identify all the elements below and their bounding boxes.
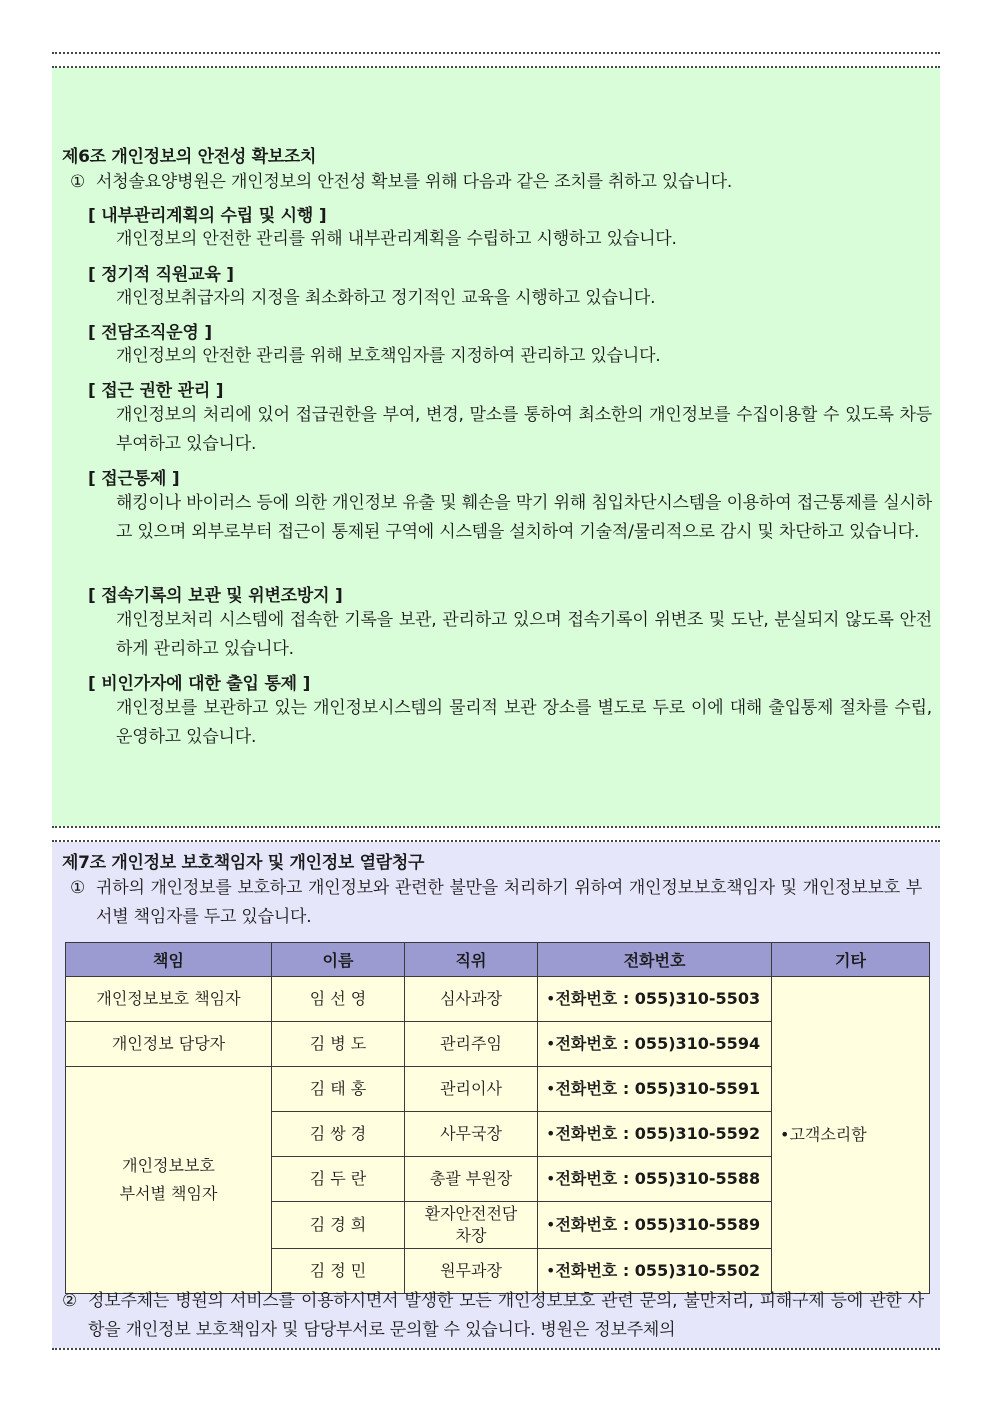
article-6-intro-text: 서청솔요양병원은 개인정보의 안전성 확보를 위해 다음과 같은 조치를 취하고 있습니다. bbox=[96, 172, 733, 192]
name-cell: 김 쌍 경 bbox=[272, 1112, 405, 1157]
phone-cell: •전화번호 : 055)310-5592 bbox=[538, 1112, 772, 1157]
position-cell: 심사과장 bbox=[405, 977, 538, 1022]
phone-cell: •전화번호 : 055)310-5502 bbox=[538, 1249, 772, 1294]
article-7-paragraph-1-text: 귀하의 개인정보를 보호하고 개인정보와 관련한 불만을 처리하기 위하여 개인정보보호책임자 및 개인정보보호 부서별 책임자를 두고 있습니다. bbox=[96, 878, 922, 927]
customer-voice-box-label: 고객소리함 bbox=[789, 1125, 867, 1144]
position-cell: 사무국장 bbox=[405, 1112, 538, 1157]
measure-heading: [ 접속기록의 보관 및 위변조방지 ] bbox=[88, 586, 343, 606]
article-6-intro bbox=[70, 168, 930, 197]
measure-text: 개인정보처리 시스템에 접속한 기록을 보관, 관리하고 있으며 접속기록이 위변조 및 도난, 분실되지 않도록 안전하게 관리하고 있습니다. bbox=[116, 610, 932, 659]
article-7-title: 제7조 개인정보 보호책임자 및 개인정보 열람청구 bbox=[62, 853, 425, 873]
article-7-paragraph-2-text: 정보주체는 병원의 서비스를 이용하시면서 발생한 모든 개인정보보호 관련 문의, 불만처리, 피해구제 등에 관한 사항을 개인정보 보호책임자 및 담당부서로 문의할 수 있습니다. 병원은 정보주체의 bbox=[88, 1291, 924, 1340]
position-cell: 관리주임 bbox=[405, 1022, 538, 1067]
position-cell: 총괄 부원장 bbox=[405, 1157, 538, 1202]
column-header: 전화번호 bbox=[538, 943, 772, 977]
name-cell: 김 태 홍 bbox=[272, 1067, 405, 1112]
measure-text: 해킹이나 바이러스 등에 의한 개인정보 유출 및 훼손을 막기 위해 침입차단시스템을 이용하여 접근통제를 실시하고 있으며 외부로부터 접근이 통제된 구역에 시스템을 설치하여 기술적/물리적으로 감시 및 차단하고 있습니다. bbox=[116, 493, 932, 542]
article-7-paragraph-1 bbox=[70, 874, 922, 932]
role-cell: 개인정보 담당자 bbox=[66, 1022, 272, 1067]
measure-text: 개인정보를 보관하고 있는 개인정보시스템의 물리적 보관 장소를 별도로 두로 이에 대해 출입통제 절차를 수립,운영하고 있습니다. bbox=[116, 698, 932, 747]
column-header: 기타 bbox=[772, 943, 930, 977]
measure-heading: [ 내부관리계획의 수립 및 시행 ] bbox=[88, 206, 327, 226]
phone-cell: •전화번호 : 055)310-5589 bbox=[538, 1202, 772, 1249]
article-7-section bbox=[52, 842, 940, 1348]
bottom-divider bbox=[52, 1348, 940, 1350]
position-cell: 환자안전전담 차장 bbox=[405, 1202, 538, 1249]
measure-text: 개인정보취급자의 지정을 최소화하고 정기적인 교육을 시행하고 있습니다. bbox=[116, 288, 656, 308]
phone-cell: •전화번호 : 055)310-5594 bbox=[538, 1022, 772, 1067]
position-cell: 원무과장 bbox=[405, 1249, 538, 1294]
name-cell: 김 정 민 bbox=[272, 1249, 405, 1294]
mid-divider-1 bbox=[52, 826, 940, 828]
name-cell: 임 선 영 bbox=[272, 977, 405, 1022]
circled-number-1: ① bbox=[70, 878, 86, 898]
article-6-section bbox=[52, 68, 940, 826]
measure-heading: [ 접근통제 ] bbox=[88, 469, 180, 489]
privacy-officers-table bbox=[65, 942, 930, 1294]
phone-cell: •전화번호 : 055)310-5503 bbox=[538, 977, 772, 1022]
measure-heading: [ 접근 권한 관리 ] bbox=[88, 381, 224, 401]
column-header: 이름 bbox=[272, 943, 405, 977]
name-cell: 김 두 란 bbox=[272, 1157, 405, 1202]
measure-heading: [ 비인가자에 대한 출입 통제 ] bbox=[88, 674, 311, 694]
measure-heading: [ 정기적 직원교육 ] bbox=[88, 265, 234, 285]
measure-text: 개인정보의 안전한 관리를 위해 보호책임자를 지정하여 관리하고 있습니다. bbox=[116, 346, 661, 366]
circled-number-2: ② bbox=[62, 1291, 78, 1311]
name-cell: 김 병 도 bbox=[272, 1022, 405, 1067]
measure-heading: [ 전담조직운영 ] bbox=[88, 323, 212, 343]
phone-cell: •전화번호 : 055)310-5588 bbox=[538, 1157, 772, 1202]
table-row bbox=[66, 977, 930, 1022]
measure-text: 개인정보의 안전한 관리를 위해 내부관리계획을 수립하고 시행하고 있습니다. bbox=[116, 229, 677, 249]
table-header-row bbox=[66, 943, 930, 977]
etc-cell: •고객소리함 bbox=[772, 977, 930, 1294]
name-cell: 김 경 희 bbox=[272, 1202, 405, 1249]
column-header: 책임 bbox=[66, 943, 272, 977]
article-7-paragraph-2 bbox=[62, 1287, 924, 1345]
position-cell: 관리이사 bbox=[405, 1067, 538, 1112]
role-cell: 개인정보보호 부서별 책임자 bbox=[66, 1067, 272, 1294]
article-6-title: 제6조 개인정보의 안전성 확보조치 bbox=[62, 147, 317, 167]
column-header: 직위 bbox=[405, 943, 538, 977]
circled-number-1: ① bbox=[70, 172, 86, 192]
phone-cell: •전화번호 : 055)310-5591 bbox=[538, 1067, 772, 1112]
measure-text: 개인정보의 처리에 있어 접급권한을 부여, 변경, 말소를 통하여 최소한의 개인정보를 수집이용할 수 있도록 차등부여하고 있습니다. bbox=[116, 405, 932, 454]
role-cell: 개인정보보호 책임자 bbox=[66, 977, 272, 1022]
top-divider-1 bbox=[52, 52, 940, 54]
